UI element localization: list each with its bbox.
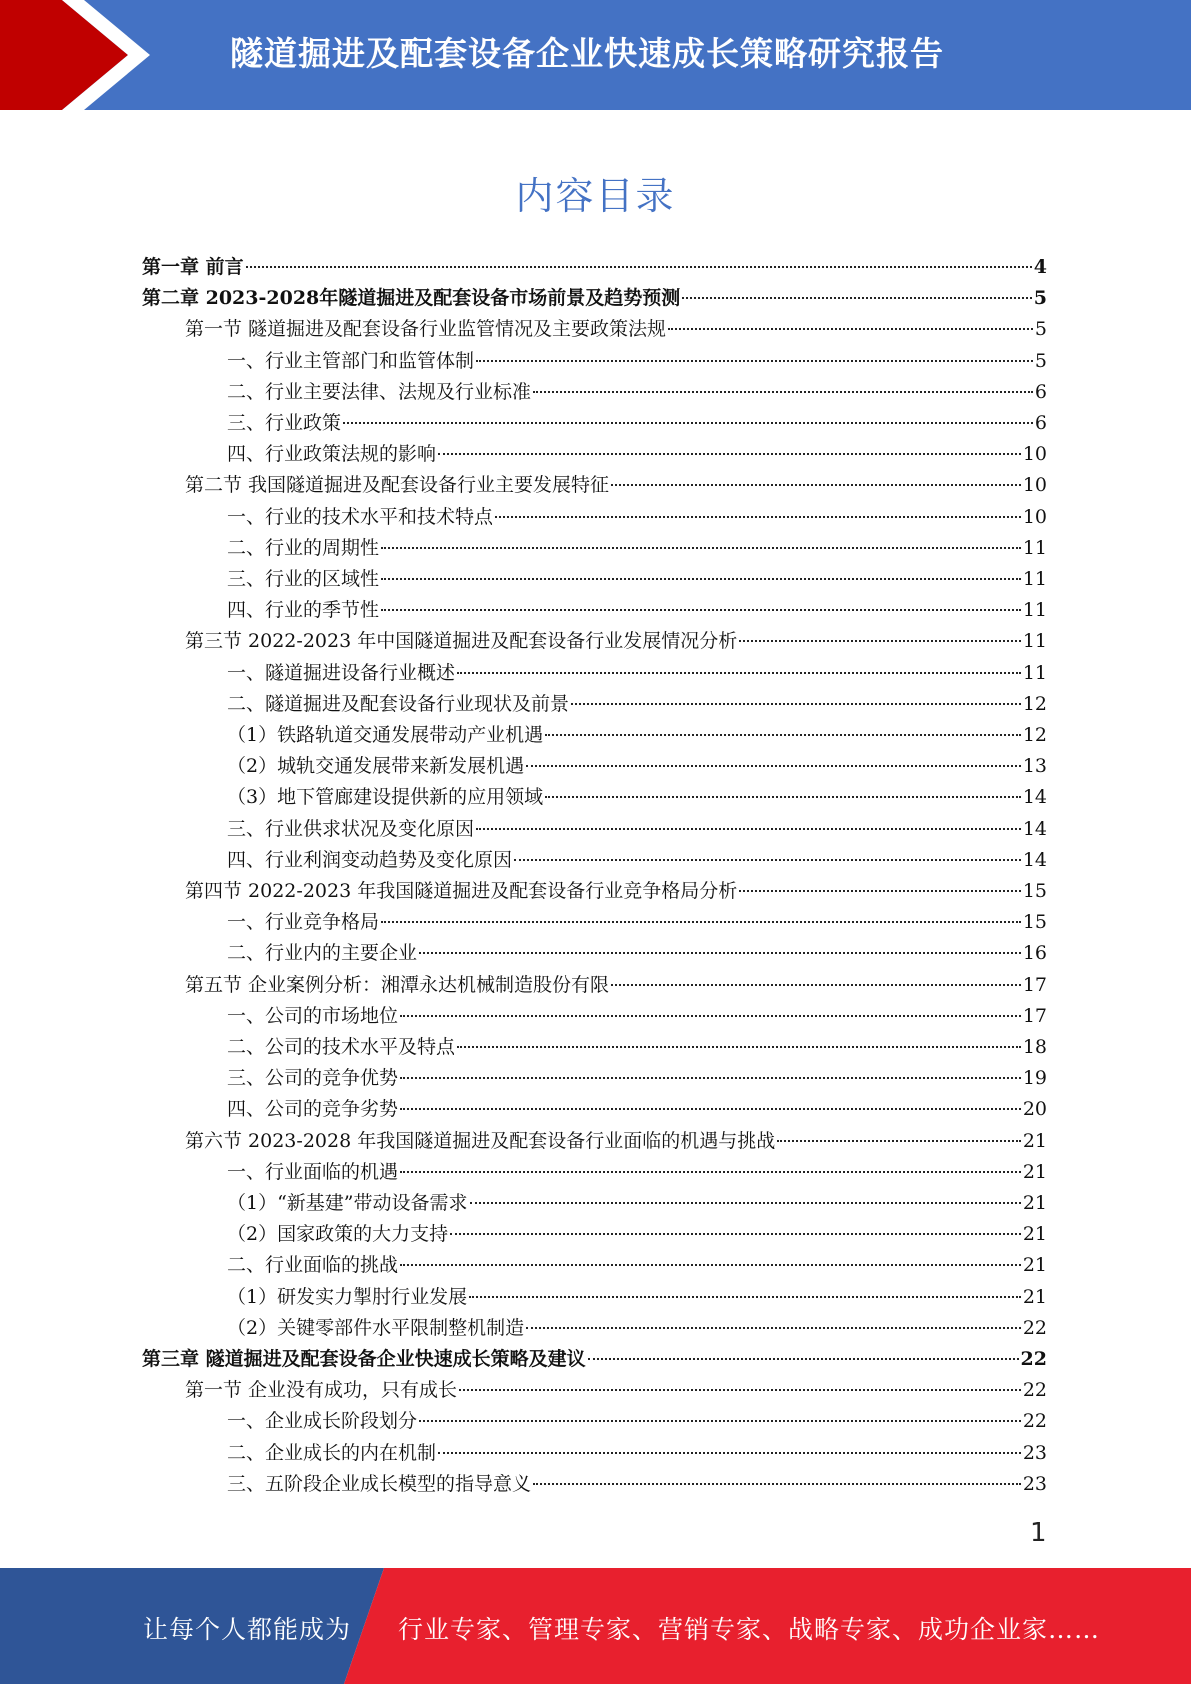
toc-dot-leader — [533, 1483, 1021, 1485]
toc-entry-label: 四、行业利润变动趋势及变化原因 — [227, 848, 513, 871]
toc-entry-page: 22 — [1022, 1316, 1047, 1339]
toc-dot-leader — [419, 1420, 1021, 1422]
toc-entry-page: 5 — [1034, 318, 1047, 341]
toc-entry-page: 10 — [1022, 505, 1047, 528]
toc-entry[interactable] — [227, 689, 1047, 720]
footer-banner — [0, 1568, 1191, 1684]
toc-entry-page: 21 — [1022, 1285, 1047, 1308]
toc-entry[interactable] — [227, 1282, 1047, 1313]
toc-entry-label: （2）关键零部件水平限制整机制造 — [227, 1316, 525, 1339]
toc-entry-label: 四、行业政策法规的影响 — [227, 443, 437, 466]
toc-entry-page: 14 — [1022, 848, 1047, 871]
toc-heading: 内容目录 — [515, 174, 676, 218]
toc-entry[interactable] — [227, 1438, 1047, 1469]
toc-entry-page: 14 — [1022, 786, 1047, 809]
toc-entry[interactable] — [185, 970, 1047, 1001]
toc-dot-leader — [739, 890, 1021, 892]
toc-dot-leader — [526, 1327, 1021, 1329]
toc-entry-page: 6 — [1034, 380, 1047, 403]
toc-entry[interactable] — [227, 1313, 1047, 1344]
toc-entry-page: 11 — [1022, 568, 1047, 590]
toc-dot-leader — [682, 297, 1032, 299]
toc-dot-leader — [457, 1046, 1021, 1048]
toc-entry[interactable] — [227, 346, 1047, 377]
toc-entry-label: 三、行业供求状况及变化原因 — [227, 817, 475, 840]
toc-entry[interactable] — [227, 720, 1047, 751]
toc-dot-leader — [739, 640, 1021, 642]
toc-dot-leader — [469, 1296, 1021, 1298]
footer-slogan-right: 行业专家、管理专家、营销专家、战略专家、成功企业家…… — [398, 1615, 1101, 1644]
toc-entry-label: 一、行业竞争格局 — [227, 911, 380, 934]
toc-dot-leader — [343, 422, 1033, 424]
toc-entry-page: 10 — [1022, 474, 1047, 497]
toc-entry-page: 22 — [1022, 1379, 1047, 1402]
toc-entry-page: 21 — [1022, 1192, 1047, 1214]
toc-entry[interactable] — [185, 1375, 1047, 1406]
toc-dot-leader — [495, 516, 1021, 518]
toc-entry-label: 三、公司的竞争优势 — [227, 1067, 399, 1090]
toc-entry-label: 一、公司的市场地位 — [227, 1004, 399, 1027]
toc-entry-label: 第三节 2022-2023 年中国隧道掘进及配套设备行业发展情况分析 — [185, 630, 738, 653]
toc-entry[interactable] — [227, 595, 1047, 626]
toc-dot-leader — [400, 1108, 1021, 1110]
toc-entry-page: 21 — [1022, 1254, 1047, 1277]
toc-dot-leader — [533, 391, 1033, 393]
toc-entry[interactable] — [227, 938, 1047, 969]
toc-entry-label: 三、五阶段企业成长模型的指导意义 — [227, 1472, 532, 1495]
toc-entry-label: 第一节 隧道掘进及配套设备行业监管情况及主要政策法规 — [185, 318, 667, 341]
toc-dot-leader — [668, 328, 1033, 330]
toc-entry-label: 二、行业主要法律、法规及行业标准 — [227, 380, 532, 403]
toc-entry-label: （3）地下管廊建设提供新的应用领域 — [227, 786, 544, 809]
toc-entry[interactable] — [185, 470, 1047, 501]
toc-entry-label: 四、行业的季节性 — [227, 599, 380, 622]
toc-dot-leader — [246, 266, 1032, 268]
toc-entry[interactable] — [227, 564, 1047, 595]
toc-entry[interactable] — [227, 502, 1047, 533]
toc-entry-label: 二、公司的技术水平及特点 — [227, 1036, 456, 1058]
toc-entry-label: （1）铁路轨道交通发展带动产业机遇 — [227, 724, 544, 746]
toc-entry-page: 21 — [1022, 1223, 1047, 1246]
toc-entry-page: 17 — [1022, 1004, 1047, 1027]
toc-entry-page: 12 — [1022, 692, 1047, 715]
toc-entry-page: 20 — [1022, 1098, 1047, 1121]
arrow-chevron-decoration — [0, 0, 160, 110]
toc-dot-leader — [571, 703, 1021, 705]
toc-entry-page: 15 — [1022, 911, 1047, 934]
toc-entry[interactable] — [227, 782, 1047, 813]
toc-entry-label: 第三章 隧道掘进及配套设备企业快速成长策略及建议 — [142, 1348, 586, 1370]
toc-entry-page: 15 — [1022, 880, 1047, 902]
toc-dot-leader — [400, 1015, 1021, 1017]
footer-slogan-left: 让每个人都能成为 — [143, 1615, 352, 1644]
toc-entry-label: 第一章 前言 — [142, 256, 244, 278]
toc-entry-label: 一、行业的技术水平和技术特点 — [227, 505, 494, 528]
toc-entry[interactable] — [142, 1344, 1047, 1375]
header-banner — [0, 0, 1191, 110]
toc-entry-page: 23 — [1022, 1441, 1047, 1464]
toc-entry-label: 三、行业政策 — [227, 412, 342, 434]
toc-entry-page: 18 — [1022, 1036, 1047, 1058]
toc-dot-leader — [381, 921, 1021, 923]
toc-entry[interactable] — [227, 658, 1047, 689]
toc-entry-page: 19 — [1022, 1067, 1047, 1090]
toc-entry-label: 二、隧道掘进及配套设备行业现状及前景 — [227, 692, 570, 715]
toc-dot-leader — [526, 765, 1021, 767]
toc-entry-page: 16 — [1022, 942, 1047, 965]
toc-dot-leader — [381, 578, 1021, 580]
toc-entry[interactable] — [227, 1094, 1047, 1125]
toc-entry[interactable] — [185, 626, 1047, 657]
toc-dot-leader — [400, 1171, 1021, 1173]
toc-entry-label: 一、企业成长阶段划分 — [227, 1410, 418, 1433]
toc-entry[interactable] — [142, 252, 1047, 283]
toc-entry[interactable] — [227, 1250, 1047, 1281]
toc-entry[interactable] — [227, 377, 1047, 408]
toc-entry[interactable] — [227, 751, 1047, 782]
toc-dot-leader — [400, 1264, 1021, 1266]
toc-entry-page: 13 — [1022, 755, 1047, 778]
toc-dot-leader — [545, 734, 1021, 736]
toc-entry[interactable] — [227, 845, 1047, 876]
toc-entry[interactable] — [185, 876, 1047, 907]
toc-entry[interactable] — [227, 1032, 1047, 1063]
toc-entry[interactable] — [227, 1219, 1047, 1250]
toc-entry-page: 22 — [1022, 1410, 1047, 1433]
toc-entry[interactable] — [227, 1063, 1047, 1094]
toc-entry-page: 11 — [1022, 536, 1047, 559]
toc-entry-page: 21 — [1022, 1129, 1047, 1152]
toc-entry-label: 二、企业成长的内在机制 — [227, 1441, 437, 1464]
toc-dot-leader — [438, 453, 1021, 455]
toc-entry-page: 6 — [1034, 412, 1047, 434]
toc-entry-page: 11 — [1022, 661, 1047, 684]
toc-dot-leader — [381, 547, 1021, 549]
toc-entry-page: 21 — [1022, 1160, 1047, 1183]
toc-entry-page: 17 — [1022, 973, 1047, 996]
toc-entry-label: 第二节 我国隧道掘进及配套设备行业主要发展特征 — [185, 474, 610, 497]
toc-entry-label: 二、行业面临的挑战 — [227, 1254, 399, 1277]
toc-dot-leader — [777, 1140, 1021, 1142]
toc-entry-page: 22 — [1020, 1348, 1047, 1370]
toc-entry-page: 23 — [1022, 1472, 1047, 1495]
toc-dot-leader — [476, 828, 1021, 830]
toc-dot-leader — [611, 984, 1021, 986]
toc-entry-page: 11 — [1022, 599, 1047, 622]
toc-entry-label: 二、行业的周期性 — [227, 536, 380, 559]
toc-entry[interactable] — [227, 1001, 1047, 1032]
toc-dot-leader — [514, 859, 1021, 861]
page-number: 1 — [1030, 1518, 1047, 1548]
toc-entry[interactable] — [227, 533, 1047, 564]
toc-entry-page: 5 — [1033, 287, 1047, 310]
toc-entry-label: 一、行业主管部门和监管体制 — [227, 349, 475, 372]
toc-entry-page: 5 — [1034, 349, 1047, 372]
toc-entry[interactable] — [227, 1406, 1047, 1437]
toc-entry-label: 第四节 2022-2023 年我国隧道掘进及配套设备行业竞争格局分析 — [185, 880, 738, 902]
toc-entry-label: 四、公司的竞争劣势 — [227, 1098, 399, 1121]
toc-dot-leader — [419, 952, 1021, 954]
toc-entry-label: 一、行业面临的机遇 — [227, 1160, 399, 1183]
toc-entry-label: （1）研发实力掣肘行业发展 — [227, 1285, 468, 1308]
toc-entry[interactable] — [185, 1126, 1047, 1157]
toc-dot-leader — [459, 1389, 1021, 1391]
toc-dot-leader — [438, 1452, 1021, 1454]
toc-dot-leader — [450, 1233, 1021, 1235]
toc-entry-label: （2）国家政策的大力支持 — [227, 1223, 449, 1246]
toc-entry-page: 11 — [1022, 630, 1047, 653]
toc-dot-leader — [400, 1077, 1021, 1079]
toc-entry[interactable] — [227, 1157, 1047, 1188]
toc-entry-label: 二、行业内的主要企业 — [227, 942, 418, 965]
toc-entry-label: 第二章 2023-2028年隧道掘进及配套设备市场前景及趋势预测 — [142, 287, 681, 310]
toc-dot-leader — [476, 360, 1033, 362]
toc-entry-label: 一、隧道掘进设备行业概述 — [227, 661, 456, 684]
toc-entry[interactable] — [227, 439, 1047, 470]
toc-entry[interactable] — [227, 814, 1047, 845]
toc-entry[interactable] — [227, 907, 1047, 938]
toc-entry-page: 12 — [1022, 724, 1047, 746]
toc-entry[interactable] — [227, 1188, 1047, 1219]
toc-entry[interactable] — [227, 1469, 1047, 1500]
toc-entry-page: 10 — [1022, 443, 1047, 466]
toc-entry-label: 第六节 2023-2028 年我国隧道掘进及配套设备行业面临的机遇与挑战 — [185, 1129, 776, 1152]
toc-entry[interactable] — [142, 283, 1047, 314]
toc-entry[interactable] — [227, 408, 1047, 439]
toc-entry[interactable] — [185, 314, 1047, 345]
toc-dot-leader — [381, 609, 1021, 611]
report-title: 隧道掘进及配套设备企业快速成长策略研究报告 — [230, 34, 944, 73]
toc-entry-label: 三、行业的区域性 — [227, 568, 380, 590]
toc-entry-label: （1）“新基建”带动设备需求 — [227, 1192, 468, 1214]
toc-entry-label: 第一节 企业没有成功，只有成长 — [185, 1379, 458, 1402]
toc-dot-leader — [588, 1358, 1019, 1360]
toc-entry-page: 14 — [1022, 817, 1047, 840]
toc-dot-leader — [457, 672, 1021, 674]
toc-entry-page: 4 — [1033, 256, 1047, 278]
toc-dot-leader — [545, 796, 1021, 798]
toc-entry-label: 第五节 企业案例分析：湘潭永达机械制造股份有限 — [185, 973, 610, 996]
toc-dot-leader — [611, 484, 1021, 486]
toc-dot-leader — [470, 1202, 1021, 1204]
toc-entry-label: （2）城轨交通发展带来新发展机遇 — [227, 755, 525, 778]
